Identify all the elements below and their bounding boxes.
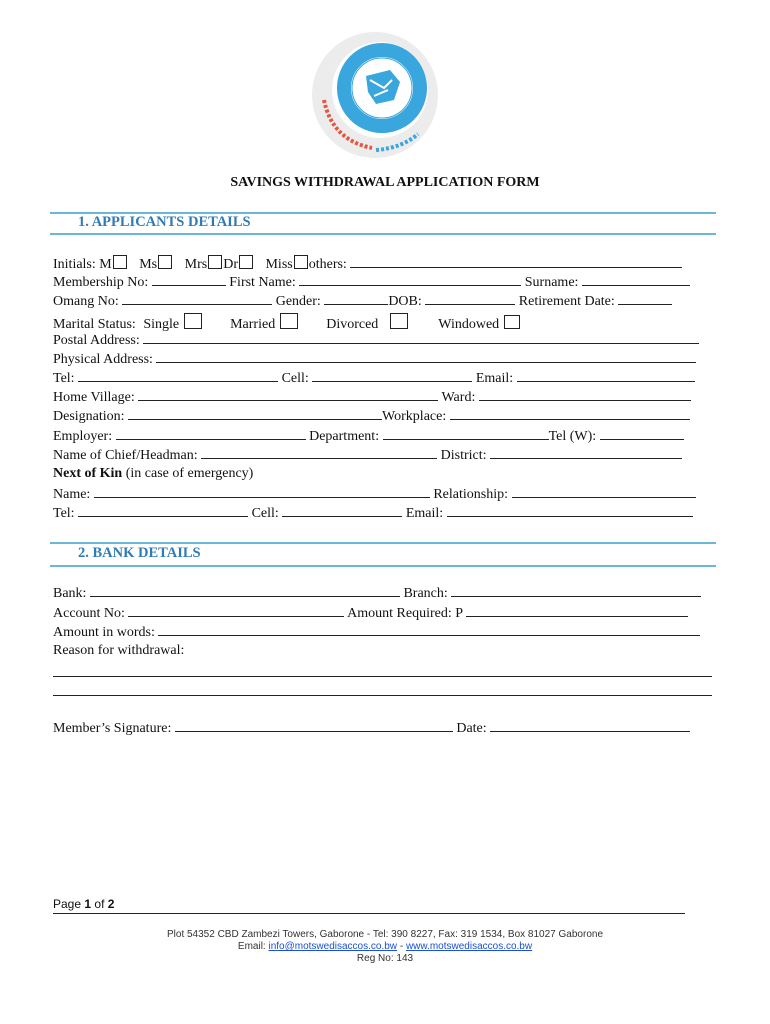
row-kin-contact: Tel: Cell: Email: [53,505,693,522]
bank-field[interactable] [90,585,400,597]
title-dr-checkbox[interactable] [239,255,253,269]
row-account: Account No: Amount Required: P [53,605,688,622]
row-reason: Reason for withdrawal: [53,643,185,658]
single-checkbox[interactable] [184,313,202,329]
district-field[interactable] [490,447,682,459]
email-field[interactable] [517,370,695,382]
designation-field[interactable] [128,408,382,420]
kin-tel-field[interactable] [78,505,248,517]
tel-field[interactable] [78,370,278,382]
title-miss-checkbox[interactable] [294,255,308,269]
form-title: SAVINGS WITHDRAWAL APPLICATION FORM [230,175,540,190]
row-membership: Membership No: First Name: Surname: [53,274,690,291]
row-next-of-kin-heading: Next of Kin (in case of emergency) [53,466,254,481]
reason-line-1[interactable] [53,676,712,677]
kin-name-field[interactable] [94,486,430,498]
row-postal: Postal Address: [53,332,699,349]
date-field[interactable] [490,720,690,732]
row-village: Home Village: Ward: [53,389,691,406]
section-heading-bank: 2. BANK DETAILS [78,545,201,561]
row-marital: Marital Status: Single Married Divorced Windowed [53,313,521,333]
footer-divider [53,913,685,914]
employer-field[interactable] [116,428,306,440]
title-ms-checkbox[interactable] [158,255,172,269]
surname-field[interactable] [582,274,690,286]
gender-field[interactable] [324,293,388,305]
title-m-checkbox[interactable] [113,255,127,269]
kin-relationship-field[interactable] [512,486,696,498]
row-initials: Initials: M Ms Mrs Dr Miss others: [53,255,682,273]
divorced-checkbox[interactable] [390,313,408,329]
married-checkbox[interactable] [280,313,298,329]
others-field[interactable] [350,256,682,268]
page-number: Page 1 of 2 [53,897,115,911]
branch-field[interactable] [451,585,701,597]
footer-address: Plot 54352 CBD Zambezi Towers, Gaborone - Tel: 390 8227, Fax: 319 1534, Box 81027 Gaborone [166,929,603,940]
membership-no-field[interactable] [152,274,226,286]
signature-field[interactable] [175,720,453,732]
section-divider [50,542,716,544]
workplace-field[interactable] [450,408,690,420]
reason-line-2[interactable] [53,695,712,696]
department-field[interactable] [383,428,549,440]
tel-work-field[interactable] [600,428,684,440]
row-omang: Omang No: Gender: DOB: Retirement Date: [53,293,672,310]
row-signature: Member’s Signature: Date: [53,720,690,737]
row-bank: Bank: Branch: [53,585,701,602]
row-physical: Physical Address: [53,351,696,368]
amount-words-field[interactable] [158,624,700,636]
row-amount-words: Amount in words: [53,624,700,641]
kin-email-field[interactable] [447,505,693,517]
windowed-checkbox[interactable] [504,315,520,329]
section-heading-applicants: 1. APPLICANTS DETAILS [78,214,251,230]
home-village-field[interactable] [138,389,438,401]
ward-field[interactable] [479,389,691,401]
omang-no-field[interactable] [122,293,272,305]
postal-address-field[interactable] [143,332,699,344]
row-contact: Tel: Cell: Email: [53,370,695,387]
row-employer: Employer: Department: Tel (W): [53,428,684,445]
amount-required-field[interactable] [466,605,688,617]
next-of-kin-heading: Next of Kin [53,466,123,481]
retirement-date-field[interactable] [618,293,672,305]
chief-headman-field[interactable] [201,447,437,459]
row-designation: Designation: Workplace: [53,408,690,425]
title-mrs-checkbox[interactable] [208,255,222,269]
section-divider [50,233,716,235]
email-link[interactable]: info@motswedisaccos.co.bw [268,941,398,952]
row-chief: Name of Chief/Headman: District: [53,447,682,464]
footer-contacts: Email: info@motswedisaccos.co.bw - www.motswedisaccos.co.bw [237,941,533,952]
footer-reg-no: Reg No: 143 [356,953,414,964]
title-m-label: M [99,257,112,272]
dob-field[interactable] [425,293,515,305]
kin-cell-field[interactable] [282,505,402,517]
account-no-field[interactable] [128,605,344,617]
physical-address-field[interactable] [156,351,696,363]
cell-field[interactable] [312,370,472,382]
first-name-field[interactable] [299,274,521,286]
society-logo [310,30,440,160]
row-kin-name: Name: Relationship: [53,486,696,503]
section-divider [50,565,716,567]
website-link[interactable]: www.motswedisaccos.co.bw [405,941,533,952]
